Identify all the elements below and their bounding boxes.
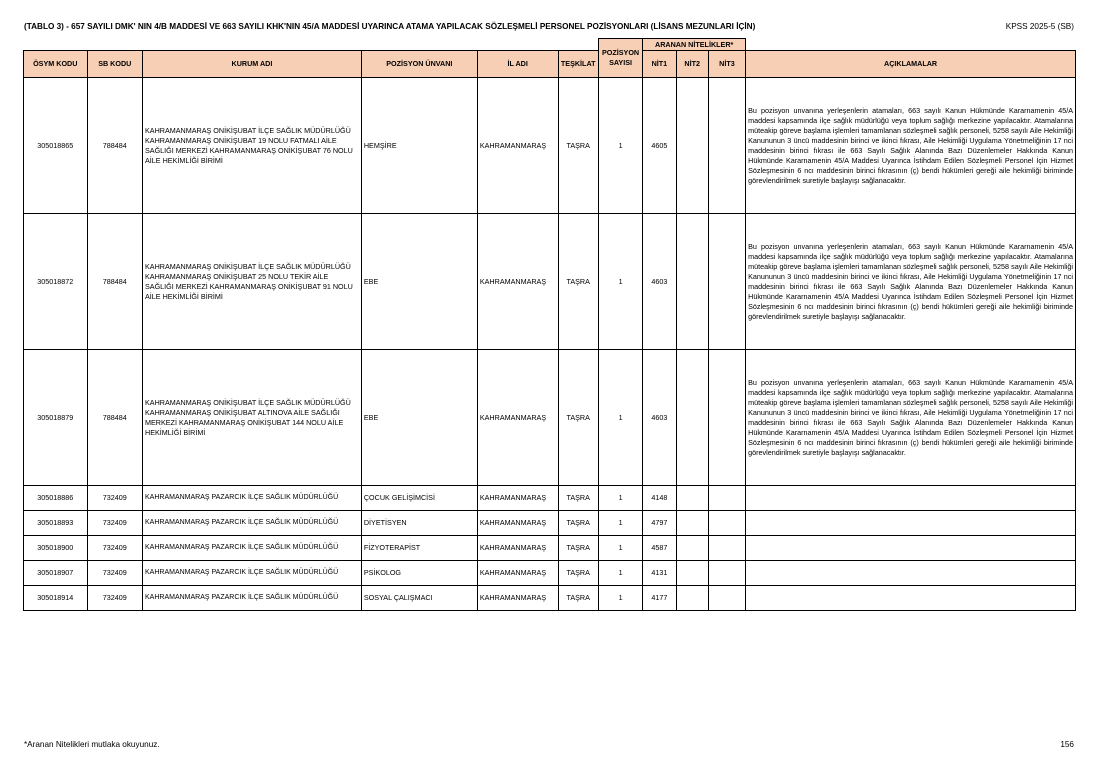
col-header-aciklamalar: AÇIKLAMALAR — [746, 51, 1076, 78]
nit3-cell — [708, 586, 745, 611]
teskilat-cell: TAŞRA — [558, 511, 598, 536]
sb-kodu-cell: 788484 — [87, 214, 142, 350]
pozisyon-sayisi-cell: 1 — [598, 511, 642, 536]
col-header-kurum-adi: KURUM ADI — [143, 51, 362, 78]
col-header-osym-kodu: ÖSYM KODU — [24, 51, 88, 78]
teskilat-cell: TAŞRA — [558, 350, 598, 486]
col-header-nit1: NİT1 — [643, 51, 676, 78]
table-row — [24, 78, 1076, 214]
table-row — [24, 536, 1076, 561]
nit1-cell: 4148 — [643, 486, 676, 511]
nit3-cell — [708, 78, 745, 214]
pozisyon-sayisi-cell: 1 — [598, 536, 642, 561]
nit3-cell — [708, 536, 745, 561]
exam-code: KPSS 2025-5 (SB) — [1005, 22, 1074, 31]
pozisyon-unvani-cell: SOSYAL ÇALIŞMACI — [361, 586, 477, 611]
table-row — [24, 511, 1076, 536]
pozisyon-unvani-cell: EBE — [361, 350, 477, 486]
col-header-sb-kodu: SB KODU — [87, 51, 142, 78]
nit2-cell — [676, 78, 708, 214]
osym-kodu-cell: 305018879 — [24, 350, 88, 486]
header-group-row — [24, 39, 1076, 51]
nit2-cell — [676, 350, 708, 486]
pozisyon-unvani-cell: PSİKOLOG — [361, 561, 477, 586]
il-adi-cell: KAHRAMANMARAŞ — [477, 561, 558, 586]
nit3-cell — [708, 214, 745, 350]
teskilat-cell: TAŞRA — [558, 78, 598, 214]
il-adi-cell: KAHRAMANMARAŞ — [477, 78, 558, 214]
nit2-cell — [676, 586, 708, 611]
pozisyon-sayisi-cell: 1 — [598, 78, 642, 214]
teskilat-cell: TAŞRA — [558, 561, 598, 586]
pozisyon-sayisi-cell: 1 — [598, 214, 642, 350]
pozisyon-unvani-cell: FİZYOTERAPİST — [361, 536, 477, 561]
osym-kodu-cell: 305018872 — [24, 214, 88, 350]
nit1-cell: 4603 — [643, 214, 676, 350]
kurum-adi-cell: KAHRAMANMARAŞ PAZARCIK İLÇE SAĞLIK MÜDÜRLÜĞÜ — [143, 486, 362, 511]
teskilat-cell: TAŞRA — [558, 214, 598, 350]
sb-kodu-cell: 732409 — [87, 486, 142, 511]
sb-kodu-cell: 788484 — [87, 350, 142, 486]
col-header-aranan-nitelikler: ARANAN NİTELİKLER* — [643, 39, 746, 51]
kurum-adi-cell: KAHRAMANMARAŞ PAZARCIK İLÇE SAĞLIK MÜDÜRLÜĞÜ — [143, 536, 362, 561]
kurum-adi-cell: KAHRAMANMARAŞ ONİKİŞUBAT İLÇE SAĞLIK MÜDÜRLÜĞÜ KAHRAMANMARAŞ ONİKİŞUBAT 19 NOLU FATMALI AİLE SAĞLIĞI MERKEZİ KAHRAMANMARAŞ ONİKİŞUBAT 76 NOLU AİLE HEKİMLİĞİ BİRİMİ — [143, 78, 362, 214]
nit2-cell — [676, 214, 708, 350]
nit3-cell — [708, 350, 745, 486]
il-adi-cell: KAHRAMANMARAŞ — [477, 214, 558, 350]
teskilat-cell: TAŞRA — [558, 486, 598, 511]
sb-kodu-cell: 732409 — [87, 561, 142, 586]
kurum-adi-cell: KAHRAMANMARAŞ ONİKİŞUBAT İLÇE SAĞLIK MÜDÜRLÜĞÜ KAHRAMANMARAŞ ONİKİŞUBAT 25 NOLU TEKİR AİLE SAĞLIĞI MERKEZİ KAHRAMANMARAŞ ONİKİŞUBAT 91 NOLU AİLE HEKİMLİĞİ BİRİMİ — [143, 214, 362, 350]
il-adi-cell: KAHRAMANMARAŞ — [477, 511, 558, 536]
nit2-cell — [676, 486, 708, 511]
nit1-cell: 4603 — [643, 350, 676, 486]
col-header-nit3: NİT3 — [708, 51, 745, 78]
header-row — [24, 51, 1076, 78]
sb-kodu-cell: 732409 — [87, 536, 142, 561]
kurum-adi-cell: KAHRAMANMARAŞ PAZARCIK İLÇE SAĞLIK MÜDÜRLÜĞÜ — [143, 586, 362, 611]
aciklama-cell — [746, 511, 1076, 536]
teskilat-cell: TAŞRA — [558, 586, 598, 611]
nit2-cell — [676, 561, 708, 586]
il-adi-cell: KAHRAMANMARAŞ — [477, 536, 558, 561]
il-adi-cell: KAHRAMANMARAŞ — [477, 350, 558, 486]
osym-kodu-cell: 305018893 — [24, 511, 88, 536]
kurum-adi-cell: KAHRAMANMARAŞ PAZARCIK İLÇE SAĞLIK MÜDÜRLÜĞÜ — [143, 561, 362, 586]
nit1-cell: 4797 — [643, 511, 676, 536]
col-header-nit2: NİT2 — [676, 51, 708, 78]
nit3-cell — [708, 561, 745, 586]
osym-kodu-cell: 305018907 — [24, 561, 88, 586]
col-header-pozisyon-sayisi: POZİSYON SAYISI — [598, 39, 642, 78]
aciklama-cell — [746, 536, 1076, 561]
aciklama-cell: Bu pozisyon unvanına yerleşenlerin atamaları, 663 sayılı Kanun Hükmünde Kararnamenin 45/A maddesi kapsamında ilçe sağlık müdürlüğü veya toplum sağlığı merkezine yapılacaktır. Atamalarına müteakip göreve başlama işlemleri tamamlanan sözleşmeli sağlık personeli, 5258 sayılı Aile Hekimliği Kanununun 3 üncü maddesinin birinci ve ikinci fıkrası, Aile Hekimliği Uygulama Yönetmeliğinin 17 nci maddesinin birinci fıkrası ile 663 Sayılı Sağlık Alanında Bazı Düzenlemeler Hakkında Kanun Hükmünde Kararnamenin 45/A Maddesi Uyarınca İstihdam Edilen Sözleşmeli Personel İçin Hizmet Sözleşmesinin 6 ncı maddesinin birinci fıkrasının (ç) bendi hükümleri gereği aile hekimliği biriminde görevlendirilmek suretiyle başlayışı sağlanacaktır. — [746, 214, 1076, 350]
table-row — [24, 561, 1076, 586]
col-header-teskilat: TEŞKİLAT — [558, 51, 598, 78]
table-row — [24, 486, 1076, 511]
nit1-cell: 4605 — [643, 78, 676, 214]
col-header-pozisyon-unvani: POZİSYON ÜNVANI — [361, 51, 477, 78]
pozisyon-sayisi-cell: 1 — [598, 486, 642, 511]
nit1-cell: 4177 — [643, 586, 676, 611]
pozisyon-sayisi-cell: 1 — [598, 350, 642, 486]
col-header-il-adi: İL ADI — [477, 51, 558, 78]
footnote: *Aranan Nitelikleri mutlaka okuyunuz. — [24, 740, 160, 749]
sb-kodu-cell: 788484 — [87, 78, 142, 214]
pozisyon-unvani-cell: EBE — [361, 214, 477, 350]
nit3-cell — [708, 486, 745, 511]
osym-kodu-cell: 305018865 — [24, 78, 88, 214]
nit1-cell: 4587 — [643, 536, 676, 561]
document-title: (TABLO 3) - 657 SAYILI DMK' NIN 4/B MADDESİ VE 663 SAYILI KHK'NIN 45/A MADDESİ UYARINCA ATAMA YAPILACAK SÖZLEŞMELİ PERSONEL POZİSYONLARI (LİSANS MEZUNLARI İÇİN) — [24, 22, 756, 31]
pozisyon-sayisi-cell: 1 — [598, 586, 642, 611]
il-adi-cell: KAHRAMANMARAŞ — [477, 486, 558, 511]
nit2-cell — [676, 536, 708, 561]
table-row — [24, 350, 1076, 486]
nit2-cell — [676, 511, 708, 536]
positions-table — [23, 38, 1076, 611]
sb-kodu-cell: 732409 — [87, 586, 142, 611]
pozisyon-sayisi-cell: 1 — [598, 561, 642, 586]
table-row — [24, 214, 1076, 350]
osym-kodu-cell: 305018900 — [24, 536, 88, 561]
sb-kodu-cell: 732409 — [87, 511, 142, 536]
kurum-adi-cell: KAHRAMANMARAŞ PAZARCIK İLÇE SAĞLIK MÜDÜRLÜĞÜ — [143, 511, 362, 536]
aciklama-cell — [746, 586, 1076, 611]
pozisyon-unvani-cell: DİYETİSYEN — [361, 511, 477, 536]
nit1-cell: 4131 — [643, 561, 676, 586]
teskilat-cell: TAŞRA — [558, 536, 598, 561]
aciklama-cell: Bu pozisyon unvanına yerleşenlerin atamaları, 663 sayılı Kanun Hükmünde Kararnamenin 45/A maddesi kapsamında ilçe sağlık müdürlüğü veya toplum sağlığı merkezine yapılacaktır. Atamalarına müteakip göreve başlama işlemleri tamamlanan sözleşmeli sağlık personeli, 5258 sayılı Aile Hekimliği Kanununun 3 üncü maddesinin birinci ve ikinci fıkrası, Aile Hekimliği Uygulama Yönetmeliğinin 17 nci maddesinin birinci fıkrası ile 663 Sayılı Sağlık Alanında Bazı Düzenlemeler Hakkında Kanun Hükmünde Kararnamenin 45/A Maddesi Uyarınca İstihdam Edilen Sözleşmeli Personel İçin Hizmet Sözleşmesinin 6 ncı maddesinin birinci fıkrasının (ç) bendi hükümleri gereği aile hekimliği biriminde görevlendirilmek suretiyle başlayışı sağlanacaktır. — [746, 350, 1076, 486]
aciklama-cell: Bu pozisyon unvanına yerleşenlerin atamaları, 663 sayılı Kanun Hükmünde Kararnamenin 45/A maddesi kapsamında ilçe sağlık müdürlüğü veya toplum sağlığı merkezine yapılacaktır. Atamalarına müteakip göreve başlama işlemleri tamamlanan sözleşmeli sağlık personeli, 5258 sayılı Aile Hekimliği Kanununun 3 üncü maddesinin birinci ve ikinci fıkrası, Aile Hekimliği Uygulama Yönetmeliğinin 17 nci maddesinin birinci fıkrası ile 663 Sayılı Sağlık Alanında Bazı Düzenlemeler Hakkında Kanun Hükmünde Kararnamenin 45/A Maddesi Uyarınca İstihdam Edilen Sözleşmeli Personel İçin Hizmet Sözleşmesinin 6 ncı maddesinin birinci fıkrasının (ç) bendi hükümleri gereği aile hekimliği biriminde görevlendirilmek suretiyle başlayışı sağlanacaktır. — [746, 78, 1076, 214]
table-row — [24, 586, 1076, 611]
nit3-cell — [708, 511, 745, 536]
kurum-adi-cell: KAHRAMANMARAŞ ONİKİŞUBAT İLÇE SAĞLIK MÜDÜRLÜĞÜ KAHRAMANMARAŞ ONİKİŞUBAT ALTINOVA AİLE SAĞLIĞI MERKEZİ KAHRAMANMARAŞ ONİKİŞUBAT 144 NOLU AİLE HEKİMLİĞİ BİRİMİ — [143, 350, 362, 486]
pozisyon-unvani-cell: HEMŞİRE — [361, 78, 477, 214]
page-number: 156 — [1060, 740, 1074, 749]
osym-kodu-cell: 305018886 — [24, 486, 88, 511]
aciklama-cell — [746, 486, 1076, 511]
pozisyon-unvani-cell: ÇOCUK GELİŞİMCİSİ — [361, 486, 477, 511]
il-adi-cell: KAHRAMANMARAŞ — [477, 586, 558, 611]
aciklama-cell — [746, 561, 1076, 586]
osym-kodu-cell: 305018914 — [24, 586, 88, 611]
